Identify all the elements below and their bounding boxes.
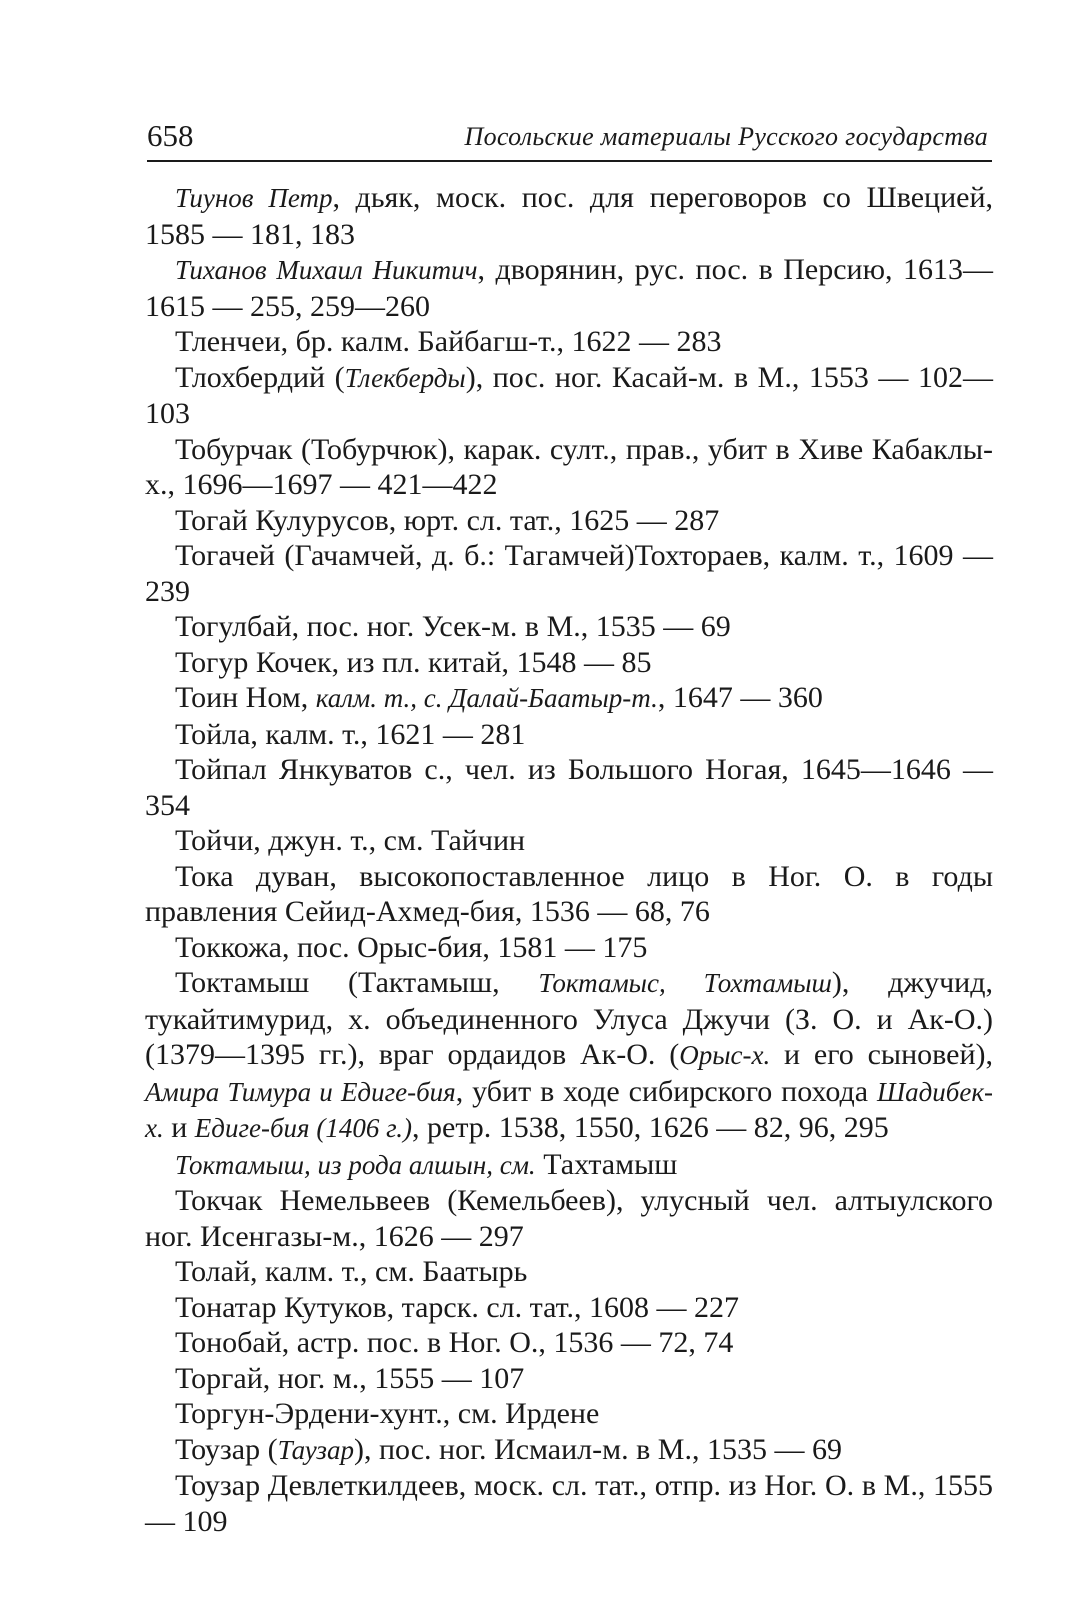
- entry-italic-text: Шадибек-х.: [145, 1076, 993, 1143]
- index-entry: [145, 823, 993, 859]
- index-entry: [145, 1147, 993, 1184]
- entry-text: Тоузар Девлеткилдеев, моск. сл. тат., отпр. из Ног. О. в М., 1555 — 109: [145, 1469, 993, 1538]
- entry-text: Тойчи, джун. т., см. Тайчин: [175, 824, 526, 857]
- index-entry: [145, 360, 993, 432]
- entry-text: Торгун-Эрдени-хунт., см. Ирдене: [175, 1397, 600, 1430]
- index-entry: [145, 1468, 993, 1539]
- entry-text: Тогур Кочек, из пл. китай, 1548 — 85: [175, 645, 652, 679]
- index-entry: [145, 1361, 993, 1397]
- entry-text: , дворянин, рус. пос. в Персию, 1613—1615 — 255, 259—260: [145, 253, 994, 323]
- index-entry: [145, 1183, 993, 1254]
- entry-text: Тонатар Кутуков, тарск. сл. тат., 1608 — 227: [175, 1290, 739, 1324]
- entry-italic-text: Амира Тимура и Едиге-бия: [145, 1076, 456, 1107]
- entry-italic-text: калм. т., с. Далай-Баатыр-т.: [315, 683, 658, 713]
- entry-italic-text: Таузар: [277, 1434, 354, 1465]
- page-number: 658: [147, 118, 194, 153]
- entry-text: Тогачей (Гачамчей, д. б.: Тагамчей)Тохтораев, калм. т., 1609 — 239: [145, 539, 993, 608]
- index-entry: [145, 538, 993, 609]
- index-entry: [145, 1396, 993, 1432]
- entry-text: Тленчеи, бр. калм. Байбагш-т., 1622 — 283: [175, 325, 722, 358]
- entry-italic-text: Едиге-бия (1406 г.): [194, 1113, 412, 1143]
- entry-text: Тобурчак (Тобурчюк), карак. султ., прав., убит в Хиве Кабаклы-х., 1696—1697 — 421—422: [145, 432, 993, 501]
- entry-text: Тогай Кулурусов, юрт. сл. тат., 1625 — 287: [175, 503, 720, 537]
- entry-text: , дьяк, моск. пос. для переговоров со Швецией, 1585 — 181, 183: [145, 181, 994, 251]
- entry-text: Тока дуван, высокопоставленное лицо в Ног. О. в годы правления Сейид-Ахмед-бия, 1536 — 68, 76: [145, 859, 993, 928]
- index-entry: [145, 1325, 993, 1361]
- index-entry: [145, 1254, 993, 1290]
- index-entry: [145, 324, 993, 360]
- entry-text: Тлохбердий (: [175, 360, 345, 394]
- entry-text: Токчак Немельвеев (Кемельбеев), улусный чел. алтыулского ног. Исенгазы-м., 1626 — 297: [145, 1184, 993, 1253]
- entry-text: , ретр. 1538, 1550, 1626 — 82, 96, 295: [412, 1111, 889, 1144]
- index-entry: [145, 680, 993, 717]
- entry-text: ), пос. ног. Исмаил-м. в М., 1535 — 69: [353, 1432, 842, 1466]
- index-entry: [145, 1290, 993, 1326]
- entry-italic-text: Токтамыш, из рода алшын, см.: [175, 1149, 536, 1180]
- entry-text: ), джучид, тукайтимурид, х. объединенного Улуса Джучи (З. О. и Ак-О.) (1379—1395 гг.), враг ордаидов Ак-О. (: [145, 966, 993, 1071]
- index-entry: [145, 965, 993, 1147]
- entry-text: Тахтамыш: [535, 1147, 678, 1181]
- entry-text: ), пос. ног. Касай-м. в М., 1553 — 102—103: [145, 360, 993, 430]
- index-entry: [145, 1432, 993, 1469]
- index-entry-list: [145, 180, 993, 1539]
- index-entry: [145, 503, 993, 539]
- entry-text: и его сыновей),: [770, 1038, 993, 1071]
- index-entry: [145, 752, 993, 823]
- entry-text: Тойла, калм. т., 1621 — 281: [175, 717, 526, 751]
- entry-italic-text: Орыс-х.: [679, 1040, 771, 1070]
- index-entry: [145, 252, 993, 324]
- entry-italic-text: Токтамыс, Тохтамыш: [538, 968, 832, 998]
- entry-italic-text: Тлекберды: [344, 362, 466, 393]
- page-header: [147, 112, 992, 162]
- entry-text: Тонобай, астр. пос. в Ног. О., 1536 — 72, 74: [175, 1326, 734, 1359]
- index-entry: [145, 432, 993, 503]
- entry-text: Тоин Ном,: [175, 681, 316, 714]
- entry-italic-text: Тиунов Петр: [175, 183, 333, 213]
- entry-text: Тойпал Янкуватов с., чел. из Большого Ногая, 1645—1646 — 354: [145, 753, 993, 822]
- index-entry: [145, 717, 993, 753]
- entry-text: Тогулбай, пос. ног. Усек-м. в М., 1535 — 69: [175, 610, 731, 643]
- entry-text: Тоузар (: [175, 1432, 278, 1466]
- entry-text: , 1647 — 360: [657, 681, 823, 714]
- index-entry: [145, 645, 993, 681]
- entry-text: , убит в ходе сибирского похода: [455, 1074, 877, 1108]
- entry-text: и: [163, 1111, 195, 1144]
- entry-text: Торгай, ног. м., 1555 — 107: [175, 1361, 525, 1395]
- index-entry: [145, 180, 993, 252]
- entry-italic-text: Тиханов Михаил Никитич: [175, 255, 478, 285]
- running-title: Посольские материалы Русского государства: [464, 122, 988, 151]
- index-entry: [145, 609, 993, 645]
- entry-text: Токкожа, пос. Орыс-бия, 1581 — 175: [175, 930, 648, 964]
- index-entry: [145, 859, 993, 930]
- entry-text: Токтамыш (Тактамыш,: [175, 966, 539, 999]
- index-entry: [145, 930, 993, 966]
- entry-text: Толай, калм. т., см. Баатырь: [175, 1255, 528, 1288]
